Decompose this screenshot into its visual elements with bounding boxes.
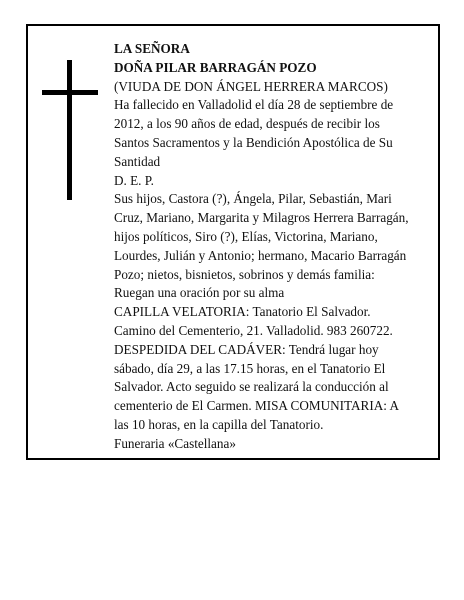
deceased-name: DOÑA PILAR BARRAGÁN POZO [114, 59, 317, 75]
obituary-text [114, 40, 414, 454]
family-list: Sus hijos, Castora (?), Ángela, Pilar, Sebastián, Mari Cruz, Mariano, Margarita y Milagros Herrera Barragán, hijos políticos, Siro (?), Elías, Victorina, Mariano, Lourdes, Julián y Antonio; hermano, Macario Barragán Pozo; nietos, bisnietos, sobrinos y demás familia: [114, 191, 409, 282]
chapel-info: CAPILLA VELATORIA: Tanatorio El Salvador. Camino del Cementerio, 21. Valladolid. 983 260722. [114, 304, 393, 338]
cross-horizontal-bar [42, 90, 98, 95]
farewell-info: DESPEDIDA DEL CADÁVER: Tendrá lugar hoy sábado, día 29, a las 17.15 horas, en el Tanatorio El Salvador. Acto seguido se realizará la conducción al cementerio de El Carmen. MISA COMUNITARIA: A las 10 horas, en la capilla del Tanatorio. [114, 341, 399, 432]
death-statement: Ha fallecido en Valladolid el día 28 de septiembre de 2012, a los 90 años de edad, después de recibir los Santos Sacramentos y la Bendición Apostólica de Su Santidad [114, 97, 394, 169]
cross-icon [42, 60, 98, 200]
prayer-request: Ruegan una oración por su alma [114, 285, 285, 301]
deceased-subtitle: (VIUDA DE DON ÁNGEL HERRERA MARCOS) [114, 78, 388, 94]
rip-abbreviation: D. E. P. [114, 172, 154, 188]
notice-heading: LA SEÑORA [114, 41, 190, 56]
obituary-notice [26, 24, 440, 460]
cross-vertical-bar [67, 60, 72, 200]
funeral-home: Funeraria «Castellana» [114, 435, 236, 451]
